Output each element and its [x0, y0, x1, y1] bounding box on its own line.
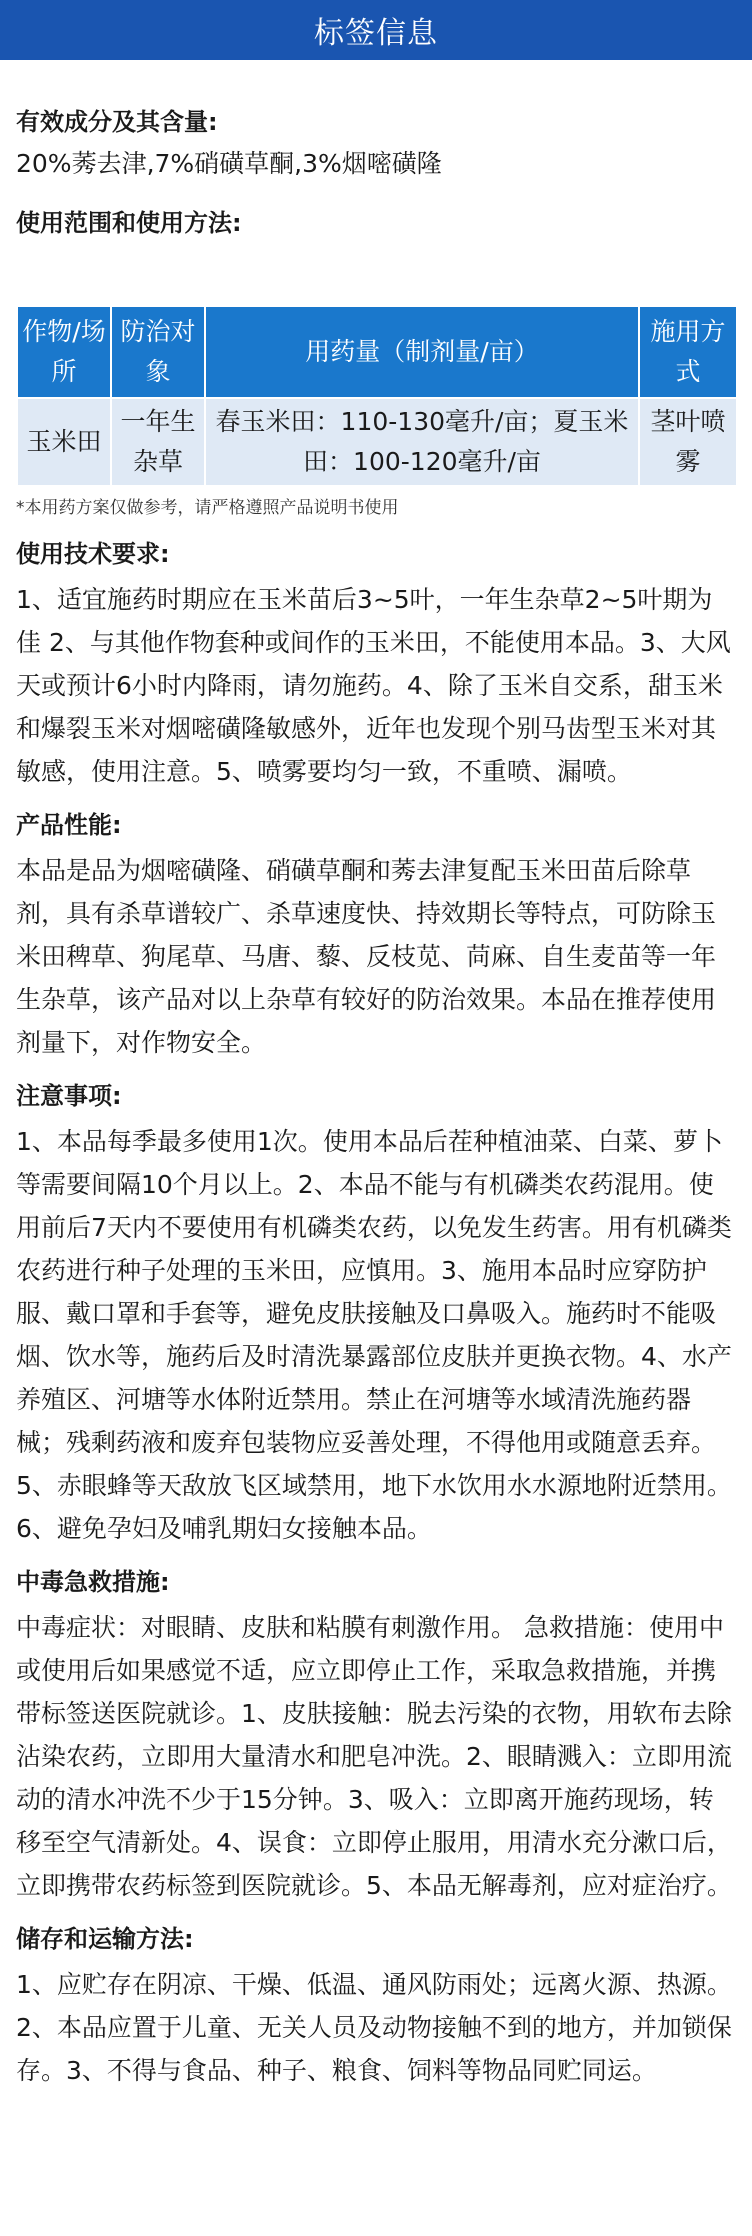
header-dosage: 用药量（制剂量/亩） — [205, 306, 639, 398]
technical-text: 1、适宜施药时期应在玉米苗后3~5叶，一年生杂草2~5叶期为佳 2、与其他作物套种或间作的玉米田，不能使用本品。3、大风天或预计6小时内降雨，请勿施药。4、除了玉米自交系，甜玉米和爆裂玉米对烟嘧磺隆敏感外，近年也发现个别马齿型玉米对其敏感，使用注意。5、喷雾要均匀一致，不重喷、漏喷。 — [16, 585, 731, 786]
usage-title: 使用范围和使用方法: — [16, 209, 242, 237]
dosage-table-header-row — [17, 306, 737, 398]
technical-title: 使用技术要求: — [16, 540, 170, 568]
performance-text: 本品是品为烟嘧磺隆、硝磺草酮和莠去津复配玉米田苗后除草剂，具有杀草谱较广、杀草速度快、持效期长等特点，可防除玉米田稗草、狗尾草、马唐、藜、反枝苋、苘麻、自生麦苗等一年生杂草，该产品对以上杂草有较好的防治效果。本品在推荐使用剂量下，对作物安全。 — [16, 856, 717, 1057]
cell-dosage: 春玉米田：110-130毫升/亩；夏玉米田：100-120毫升/亩 — [205, 398, 639, 486]
header-method: 施用方式 — [639, 306, 737, 398]
page-title: 标签信息 — [314, 16, 438, 51]
ingredients-title: 有效成分及其含量: — [16, 108, 218, 136]
header-target: 防治对象 — [111, 306, 205, 398]
first-aid-title: 中毒急救措施: — [16, 1568, 170, 1596]
usage-note: *本用药方案仅做参考，请严格遵照产品说明书使用 — [16, 498, 399, 518]
cell-crop: 玉米田 — [17, 398, 111, 486]
storage-text: 1、应贮存在阴凉、干燥、低温、通风防雨处；远离火源、热源。2、本品应置于儿童、无关人员及动物接触不到的地方，并加锁保存。3、不得与食品、种子、粮食、饲料等物品同贮同运。 — [16, 1970, 732, 2085]
header-crop: 作物/场所 — [17, 306, 111, 398]
performance-title: 产品性能: — [16, 811, 122, 839]
table-row — [17, 398, 737, 486]
ingredients-text: 20%莠去津,7%硝磺草酮,3%烟嘧磺隆 — [16, 149, 442, 178]
first-aid-text: 中毒症状：对眼睛、皮肤和粘膜有刺激作用。 急救措施：使用中或使用后如果感觉不适，应立即停止工作，采取急救措施，并携带标签送医院就诊。1、皮肤接触：脱去污染的衣物，用软布去除沾染农药，立即用大量清水和肥皂冲洗。2、眼睛溅入：立即用流动的清水冲洗不少于15分钟。3、吸入：立即离开施药现场，转移至空气清新处。4、误食：立即停止服用，用清水充分漱口后，立即携带农药标签到医院就诊。5、本品无解毒剂，应对症治疗。 — [16, 1613, 732, 1900]
cell-method: 茎叶喷雾 — [639, 398, 737, 486]
label-content — [0, 106, 752, 2092]
cell-target: 一年生杂草 — [111, 398, 205, 486]
precautions-text: 1、本品每季最多使用1次。使用本品后茬种植油菜、白菜、萝卜等需要间隔10个月以上。2、本品不能与有机磷类农药混用。使用前后7天内不要使用有机磷类农药，以免发生药害。用有机磷类农药进行种子处理的玉米田，应慎用。3、施用本品时应穿防护服、戴口罩和手套等，避免皮肤接触及口鼻吸入。施药时不能吸烟、饮水等，施药后及时清洗暴露部位皮肤并更换衣物。4、水产养殖区、河塘等水体附近禁用。禁止在河塘等水域清洗施药器械；残剩药液和废弃包装物应妥善处理，不得他用或随意丢弃。5、赤眼蜂等天敌放飞区域禁用，地下水饮用水水源地附近禁用。6、避免孕妇及哺乳期妇女接触本品。 — [16, 1127, 732, 1543]
precautions-title: 注意事项: — [16, 1082, 122, 1110]
dosage-table — [16, 305, 738, 487]
storage-title: 储存和运输方法: — [16, 1925, 194, 1953]
page-header — [0, 0, 752, 60]
